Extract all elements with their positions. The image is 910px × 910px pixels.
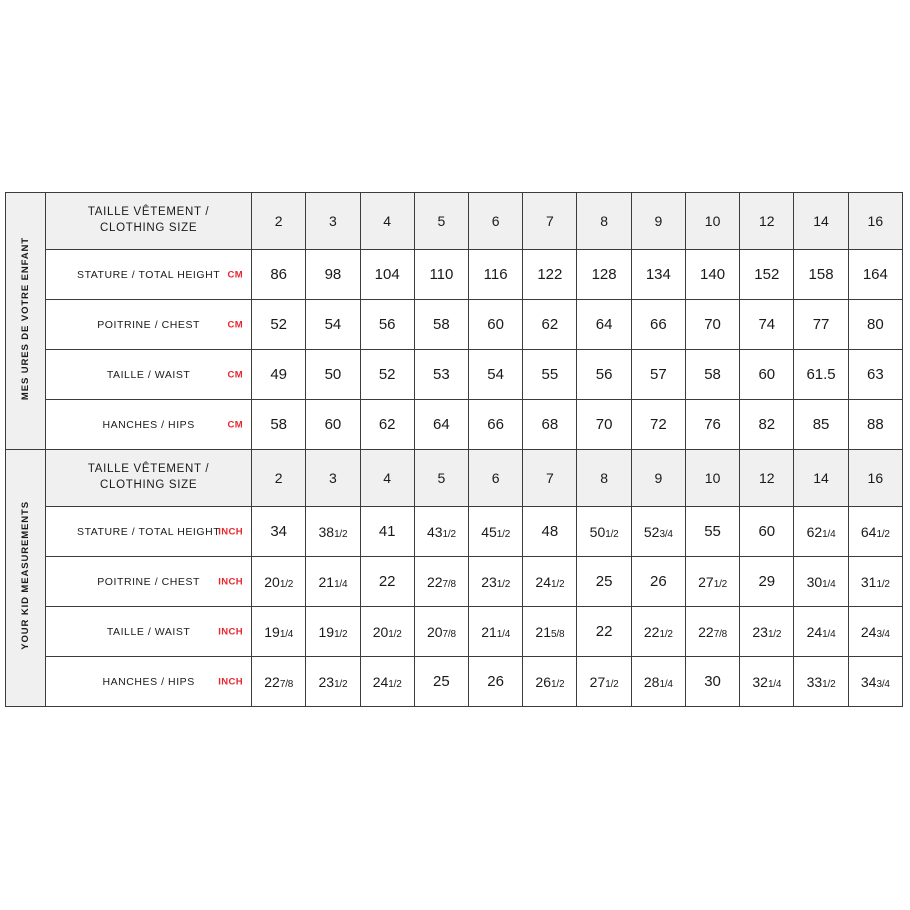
size-column-header: 16 [848, 193, 902, 250]
measurement-value: 63 [848, 350, 902, 400]
measurement-label-text: POITRINE / CHEST [97, 575, 200, 588]
size-column-header: 12 [740, 193, 794, 250]
size-column-header: 5 [414, 450, 468, 507]
size-column-header: 7 [523, 193, 577, 250]
measurement-value: 301/4 [794, 557, 848, 607]
measurement-value: 211/4 [306, 557, 360, 607]
measurement-label [46, 657, 252, 707]
measurement-value: 34 [252, 507, 306, 557]
measurement-value: 30 [685, 657, 739, 707]
measurement-value: 85 [794, 400, 848, 450]
size-column-header: 4 [360, 193, 414, 250]
measurement-value: 261/2 [523, 657, 577, 707]
measurement-label-text: TAILLE / WAIST [106, 368, 191, 381]
size-column-header: 6 [469, 450, 523, 507]
table-row [6, 507, 903, 557]
measurement-value: 451/2 [469, 507, 523, 557]
measurement-value: 381/2 [306, 507, 360, 557]
measurement-value: 64 [414, 400, 468, 450]
table-row [6, 250, 903, 300]
measurement-value: 201/2 [252, 557, 306, 607]
table-row [6, 350, 903, 400]
measurement-value: 66 [631, 300, 685, 350]
measurement-label [46, 300, 252, 350]
measurement-label-text: HANCHES / HIPS [102, 418, 195, 431]
measurement-value: 211/4 [469, 607, 523, 657]
measurement-value: 50 [306, 350, 360, 400]
size-column-header: 2 [252, 193, 306, 250]
side-label-text: MES URES DE VOTRE ENFANT [19, 236, 31, 401]
measurement-value: 58 [685, 350, 739, 400]
size-column-header: 5 [414, 193, 468, 250]
measurement-value: 191/2 [306, 607, 360, 657]
size-column-header: 2 [252, 450, 306, 507]
clothing-size-title: TAILLE VÊTEMENT / CLOTHING SIZE [46, 450, 252, 507]
measurement-value: 227/8 [685, 607, 739, 657]
measurement-label-text: TAILLE / WAIST [106, 625, 191, 638]
measurement-value: 57 [631, 350, 685, 400]
measurement-value: 74 [740, 300, 794, 350]
size-column-header: 4 [360, 450, 414, 507]
measurement-value: 62 [360, 400, 414, 450]
size-header-row [6, 193, 903, 250]
measurement-value: 70 [577, 400, 631, 450]
measurement-value: 122 [523, 250, 577, 300]
measurement-value: 621/4 [794, 507, 848, 557]
measurement-value: 55 [685, 507, 739, 557]
measurement-value: 55 [523, 350, 577, 400]
measurement-value: 68 [523, 400, 577, 450]
measurement-unit: INCH [218, 526, 244, 537]
measurement-value: 128 [577, 250, 631, 300]
measurement-value: 22 [577, 607, 631, 657]
measurement-value: 221/2 [631, 607, 685, 657]
side-label-cm-block [6, 193, 46, 450]
measurement-unit: CM [227, 319, 244, 330]
measurement-value: 61.5 [794, 350, 848, 400]
measurement-value: 523/4 [631, 507, 685, 557]
measurement-value: 66 [469, 400, 523, 450]
measurement-label [46, 507, 252, 557]
size-column-header: 10 [685, 450, 739, 507]
size-column-header: 12 [740, 450, 794, 507]
measurement-label [46, 557, 252, 607]
size-column-header: 3 [306, 450, 360, 507]
measurement-value: 58 [252, 400, 306, 450]
measurement-value: 60 [469, 300, 523, 350]
measurement-unit: CM [227, 369, 244, 380]
size-column-header: 16 [848, 450, 902, 507]
size-column-header: 8 [577, 450, 631, 507]
table-row [6, 300, 903, 350]
measurement-value: 52 [252, 300, 306, 350]
measurement-value: 60 [306, 400, 360, 450]
table-row [6, 557, 903, 607]
measurement-value: 76 [685, 400, 739, 450]
measurement-value: 41 [360, 507, 414, 557]
measurement-value: 140 [685, 250, 739, 300]
measurement-unit: INCH [218, 676, 244, 687]
measurement-unit: INCH [218, 576, 244, 587]
measurement-value: 58 [414, 300, 468, 350]
measurement-value: 231/2 [306, 657, 360, 707]
measurement-value: 88 [848, 400, 902, 450]
size-column-header: 6 [469, 193, 523, 250]
measurement-label-text: POITRINE / CHEST [97, 318, 200, 331]
clothing-size-title: TAILLE VÊTEMENT / CLOTHING SIZE [46, 193, 252, 250]
measurement-value: 26 [631, 557, 685, 607]
measurement-value: 62 [523, 300, 577, 350]
measurement-value: 116 [469, 250, 523, 300]
measurement-label [46, 607, 252, 657]
measurement-value: 201/2 [360, 607, 414, 657]
measurement-label-text: STATURE / TOTAL HEIGHT [77, 525, 221, 538]
measurement-value: 431/2 [414, 507, 468, 557]
measurement-value: 49 [252, 350, 306, 400]
measurement-unit: INCH [218, 626, 244, 637]
measurement-unit: CM [227, 269, 244, 280]
measurement-value: 641/2 [848, 507, 902, 557]
size-column-header: 10 [685, 193, 739, 250]
measurement-value: 110 [414, 250, 468, 300]
size-column-header: 7 [523, 450, 577, 507]
measurement-label [46, 350, 252, 400]
measurement-value: 77 [794, 300, 848, 350]
size-column-header: 9 [631, 193, 685, 250]
measurement-value: 48 [523, 507, 577, 557]
measurement-value: 53 [414, 350, 468, 400]
measurement-value: 70 [685, 300, 739, 350]
size-chart-table-wrapper [5, 192, 905, 707]
measurement-value: 26 [469, 657, 523, 707]
measurement-value: 164 [848, 250, 902, 300]
measurement-value: 231/2 [740, 607, 794, 657]
measurement-value: 54 [469, 350, 523, 400]
size-column-header: 8 [577, 193, 631, 250]
size-header-row [6, 450, 903, 507]
measurement-value: 281/4 [631, 657, 685, 707]
measurement-value: 231/2 [469, 557, 523, 607]
measurement-value: 207/8 [414, 607, 468, 657]
size-column-header: 3 [306, 193, 360, 250]
measurement-value: 60 [740, 507, 794, 557]
measurement-value: 86 [252, 250, 306, 300]
measurement-value: 72 [631, 400, 685, 450]
measurement-value: 25 [577, 557, 631, 607]
measurement-value: 227/8 [252, 657, 306, 707]
measurement-value: 331/2 [794, 657, 848, 707]
measurement-value: 104 [360, 250, 414, 300]
measurement-label-text: STATURE / TOTAL HEIGHT [77, 268, 221, 281]
table-row [6, 657, 903, 707]
measurement-value: 241/2 [360, 657, 414, 707]
measurement-label-text: HANCHES / HIPS [102, 675, 195, 688]
measurement-value: 501/2 [577, 507, 631, 557]
measurement-label [46, 400, 252, 450]
measurement-value: 56 [360, 300, 414, 350]
measurement-value: 22 [360, 557, 414, 607]
measurement-value: 52 [360, 350, 414, 400]
measurement-value: 134 [631, 250, 685, 300]
measurement-unit: CM [227, 419, 244, 430]
measurement-value: 82 [740, 400, 794, 450]
measurement-value: 241/4 [794, 607, 848, 657]
measurement-value: 64 [577, 300, 631, 350]
table-row [6, 607, 903, 657]
table-row [6, 400, 903, 450]
measurement-value: 80 [848, 300, 902, 350]
measurement-value: 54 [306, 300, 360, 350]
size-chart-table [5, 192, 903, 707]
size-column-header: 9 [631, 450, 685, 507]
measurement-value: 29 [740, 557, 794, 607]
measurement-value: 321/4 [740, 657, 794, 707]
measurement-value: 56 [577, 350, 631, 400]
measurement-value: 215/8 [523, 607, 577, 657]
side-label-inch-block [6, 450, 46, 707]
size-column-header: 14 [794, 193, 848, 250]
measurement-value: 271/2 [577, 657, 631, 707]
measurement-value: 25 [414, 657, 468, 707]
measurement-value: 241/2 [523, 557, 577, 607]
measurement-value: 243/4 [848, 607, 902, 657]
size-column-header: 14 [794, 450, 848, 507]
measurement-value: 311/2 [848, 557, 902, 607]
side-label-text: YOUR KID MEASUREMENTS [19, 501, 31, 650]
measurement-value: 271/2 [685, 557, 739, 607]
measurement-value: 98 [306, 250, 360, 300]
measurement-value: 191/4 [252, 607, 306, 657]
measurement-value: 158 [794, 250, 848, 300]
measurement-value: 152 [740, 250, 794, 300]
measurement-value: 60 [740, 350, 794, 400]
measurement-label [46, 250, 252, 300]
measurement-value: 343/4 [848, 657, 902, 707]
measurement-value: 227/8 [414, 557, 468, 607]
